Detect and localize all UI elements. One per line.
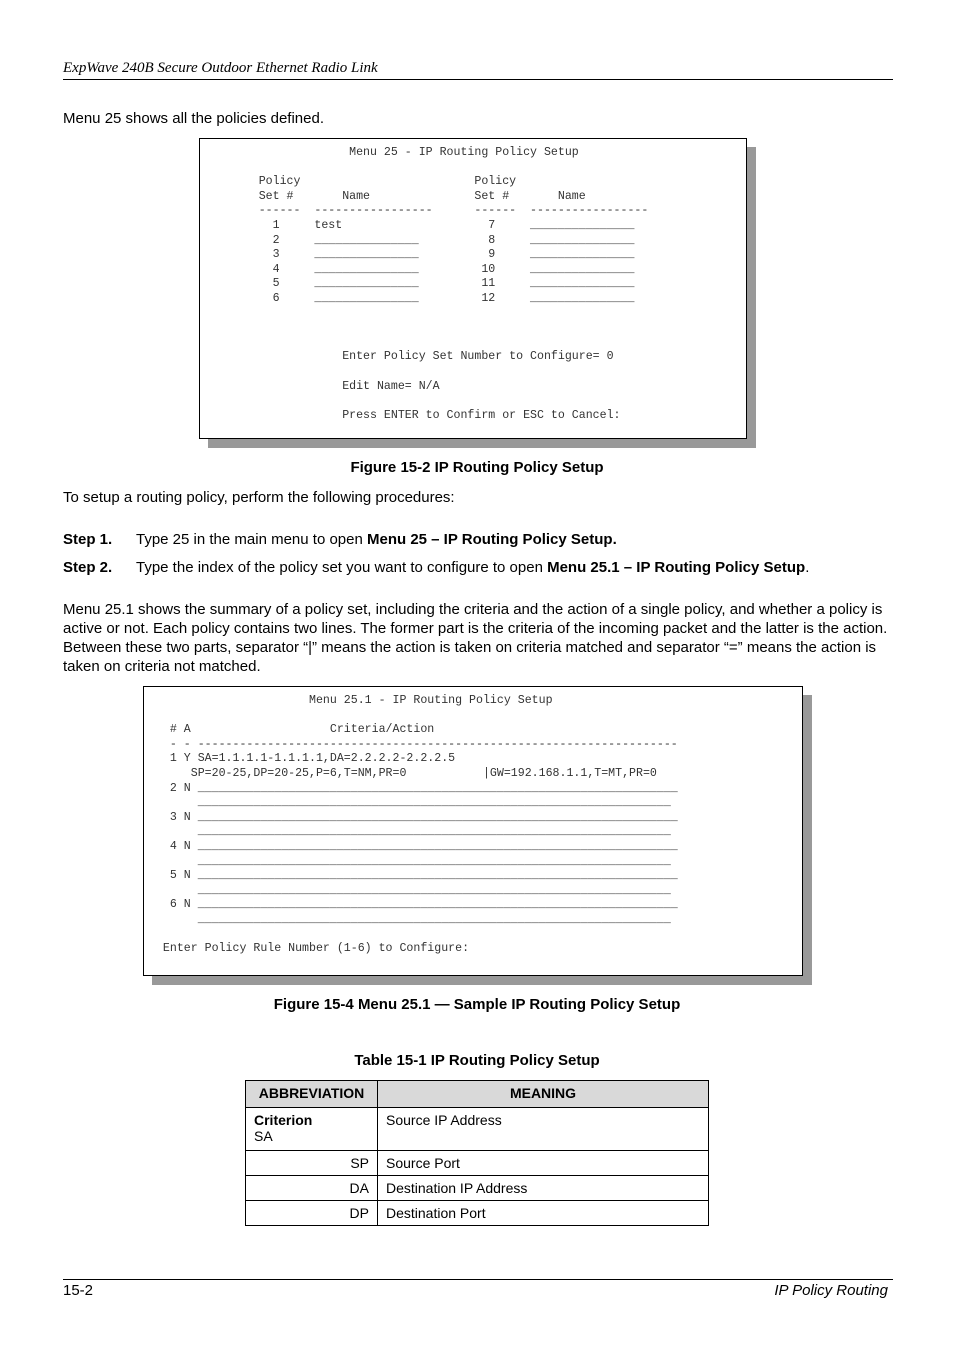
meaning-cell: Source IP Address <box>378 1108 709 1151</box>
menu25-line: 1 test 7 _______________ <box>210 218 635 232</box>
menu25-line <box>210 394 756 409</box>
section-name: IP Policy Routing <box>774 1282 888 1299</box>
table-row <box>246 1201 709 1226</box>
menu251-line: ____________________________________________________________________ <box>149 912 671 926</box>
menu25-line: Set # Name Set # Name <box>210 189 586 203</box>
menu251-line: # A Criteria/Action <box>149 723 435 737</box>
footer-rule <box>63 1279 893 1280</box>
menu251-lines <box>149 694 807 957</box>
menu25-line: Enter Policy Set Number to Configure= 0 <box>210 350 614 364</box>
col-abbreviation: ABBREVIATION <box>246 1081 378 1108</box>
menu251-line: - - --------------------------------------------------------------------- <box>149 737 678 751</box>
menu25-line: 5 _______________ 11 _______________ <box>210 277 635 291</box>
abbr-value: SA <box>254 1128 273 1144</box>
menu251-line: ____________________________________________________________________ <box>149 883 671 897</box>
menu25-line: Edit Name= N/A <box>210 379 440 393</box>
step-label: Step 1. <box>63 531 113 548</box>
body-paragraph: Menu 25.1 shows the summary of a policy set, including the criteria and the action of a single policy, and whether a policy is active or not. Each policy contains two lines. The former part is the criteria of the incoming packet and the latter is the action. Between these two parts, separator “|” means the action is taken on criteria matched and separator “=” means the action is taken on criteria not matched. <box>63 601 888 675</box>
menu251-line: 6 N _____________________________________________________________________ <box>149 898 678 912</box>
menu25-line: 6 _______________ 12 _______________ <box>210 291 635 305</box>
abbreviation-table <box>245 1080 709 1226</box>
menu25-line <box>210 336 756 351</box>
menu25-line <box>210 321 756 336</box>
menu25-line: Policy Policy <box>210 175 517 189</box>
menu25-line: 4 _______________ 10 _______________ <box>210 262 635 276</box>
menu251-line: 3 N _____________________________________________________________________ <box>149 810 678 824</box>
step-1 <box>63 530 893 549</box>
step-bold: Menu 25 – IP Routing Policy Setup. <box>366 531 617 548</box>
menu25-line: 2 _______________ 8 _______________ <box>210 233 635 247</box>
page-number: 15-2 <box>63 1282 94 1299</box>
menu25-screen <box>199 138 747 439</box>
menu25-line: Menu 25 - IP Routing Policy Setup <box>210 146 579 159</box>
step-text: Type the index of the policy set you want to configure to open <box>136 559 548 576</box>
menu251-line: SP=20-25,DP=20-25,P=6,T=NM,PR=0 |GW=192.168.1.1,T=MT,PR=0 <box>149 766 657 780</box>
menu251-line <box>149 928 807 943</box>
abbr-cell: DP <box>246 1201 378 1226</box>
abbr-cell <box>246 1108 378 1151</box>
menu251-line: ____________________________________________________________________ <box>149 796 671 810</box>
table-row <box>246 1176 709 1201</box>
menu25-line <box>210 307 756 322</box>
col-meaning: MEANING <box>378 1081 709 1108</box>
procedure-intro: To setup a routing policy, perform the following procedures: <box>63 489 455 506</box>
menu251-line: Enter Policy Rule Number (1-6) to Configure: <box>149 942 470 956</box>
abbr-cell: SP <box>246 1151 378 1176</box>
running-header: ExpWave 240B Secure Outdoor Ethernet Radio Link <box>63 60 378 76</box>
figure2-caption: Figure 15-4 Menu 25.1 — Sample IP Routing Policy Setup <box>273 996 681 1013</box>
meaning-cell: Source Port <box>378 1151 709 1176</box>
menu25-line: Press ENTER to Confirm or ESC to Cancel: <box>210 408 621 422</box>
step-2 <box>63 558 893 577</box>
menu25-line: 3 _______________ 9 _______________ <box>210 248 635 262</box>
figure1-caption: Figure 15-2 IP Routing Policy Setup <box>350 459 604 476</box>
abbr-cell: DA <box>246 1176 378 1201</box>
menu25-line <box>210 365 756 380</box>
menu251-line: 4 N _____________________________________________________________________ <box>149 839 678 853</box>
step-after: . <box>805 559 810 576</box>
table-caption: Table 15-1 IP Routing Policy Setup <box>354 1052 600 1069</box>
step-text: Type 25 in the main menu to open <box>136 531 367 548</box>
meaning-cell: Destination Port <box>378 1201 709 1226</box>
menu251-line: ____________________________________________________________________ <box>149 825 671 839</box>
step-label: Step 2. <box>63 559 113 576</box>
abbr-group: Criterion <box>254 1112 313 1128</box>
menu25-lines <box>210 146 756 423</box>
table-header-row <box>246 1081 709 1108</box>
menu251-screen <box>143 686 803 976</box>
menu251-line <box>149 709 807 724</box>
step-bold: Menu 25.1 – IP Routing Policy Setup <box>547 559 806 576</box>
menu25-line <box>210 161 756 176</box>
menu251-line: ____________________________________________________________________ <box>149 854 671 868</box>
menu251-line: 2 N _____________________________________________________________________ <box>149 781 678 795</box>
table-row <box>246 1108 709 1151</box>
menu251-line: Menu 25.1 - IP Routing Policy Setup <box>149 694 553 707</box>
table-row <box>246 1151 709 1176</box>
menu251-line: 5 N _____________________________________________________________________ <box>149 869 678 883</box>
meaning-cell: Destination IP Address <box>378 1176 709 1201</box>
intro-text: Menu 25 shows all the policies defined. <box>63 110 324 127</box>
header-rule <box>63 79 893 80</box>
menu251-line: 1 Y SA=1.1.1.1-1.1.1.1,DA=2.2.2.2-2.2.2.5 <box>149 752 456 766</box>
menu25-line: ------ ----------------- ------ ----------------- <box>210 204 649 218</box>
